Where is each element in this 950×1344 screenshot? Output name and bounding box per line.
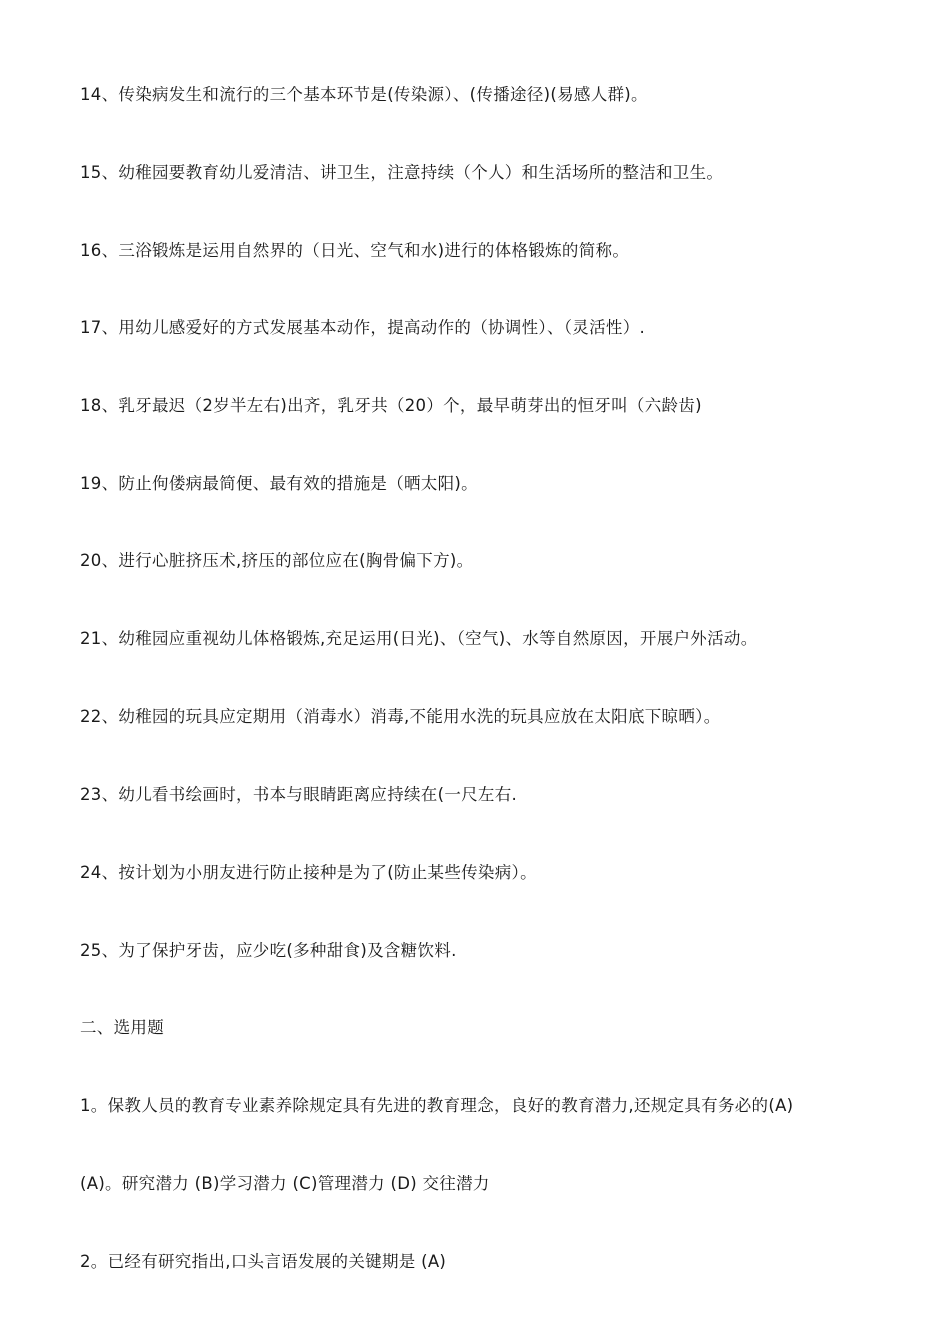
item-21-text: 21、幼稚园应重视幼儿体格锻炼,充足运用(日光)、（空气)、水等自然原因，开展户外活动。 [80,629,758,648]
item-18-text: 18、乳牙最迟（2岁半左右)出齐，乳牙共（20）个，最早萌芽出的恒牙叫（六龄齿) [80,396,702,415]
question-2-text: 2。已经有研究指出,口头言语发展的关键期是 (A) [80,1252,447,1271]
item-15-text: 15、幼稚园要教育幼儿爱清洁、讲卫生，注意持续（个人）和生活场所的整洁和卫生。 [80,163,724,182]
item-14-text: 14、传染病发生和流行的三个基本环节是(传染源）、(传播途径)(易感人群)。 [80,85,648,104]
item-20-text: 20、进行心脏挤压术,挤压的部位应在(胸骨偏下方)。 [80,551,474,570]
item-16-text: 16、三浴锻炼是运用自然界的（日光、空气和水)进行的体格锻炼的简称。 [80,241,630,260]
item-19-text: 19、防止佝偻病最简便、最有效的措施是（晒太阳)。 [80,474,478,493]
question-1-options: (A)。研究潜力 (B)学习潜力 (C)管理潜力 (D) 交往潜力 [80,1174,490,1193]
item-23-text: 23、幼儿看书绘画时，书本与眼睛距离应持续在(一尺左右. [80,785,518,804]
item-22-text: 22、幼稚园的玩具应定期用（消毒水）消毒,不能用水洗的玩具应放在太阳底下晾晒）。 [80,707,721,726]
section-heading: 二、选用题 [80,1018,164,1037]
item-17-text: 17、用幼儿感爱好的方式发展基本动作，提高动作的（协调性）、（灵活性）. [80,318,646,337]
item-24-text: 24、按计划为小朋友进行防止接种是为了(防止某些传染病）。 [80,863,537,882]
question-1-text: 1。保教人员的教育专业素养除规定具有先进的教育理念，良好的教育潜力,还规定具有务必的(A) [80,1096,794,1115]
item-25-text: 25、为了保护牙齿，应少吃(多种甜食)及含糖饮料. [80,941,457,960]
